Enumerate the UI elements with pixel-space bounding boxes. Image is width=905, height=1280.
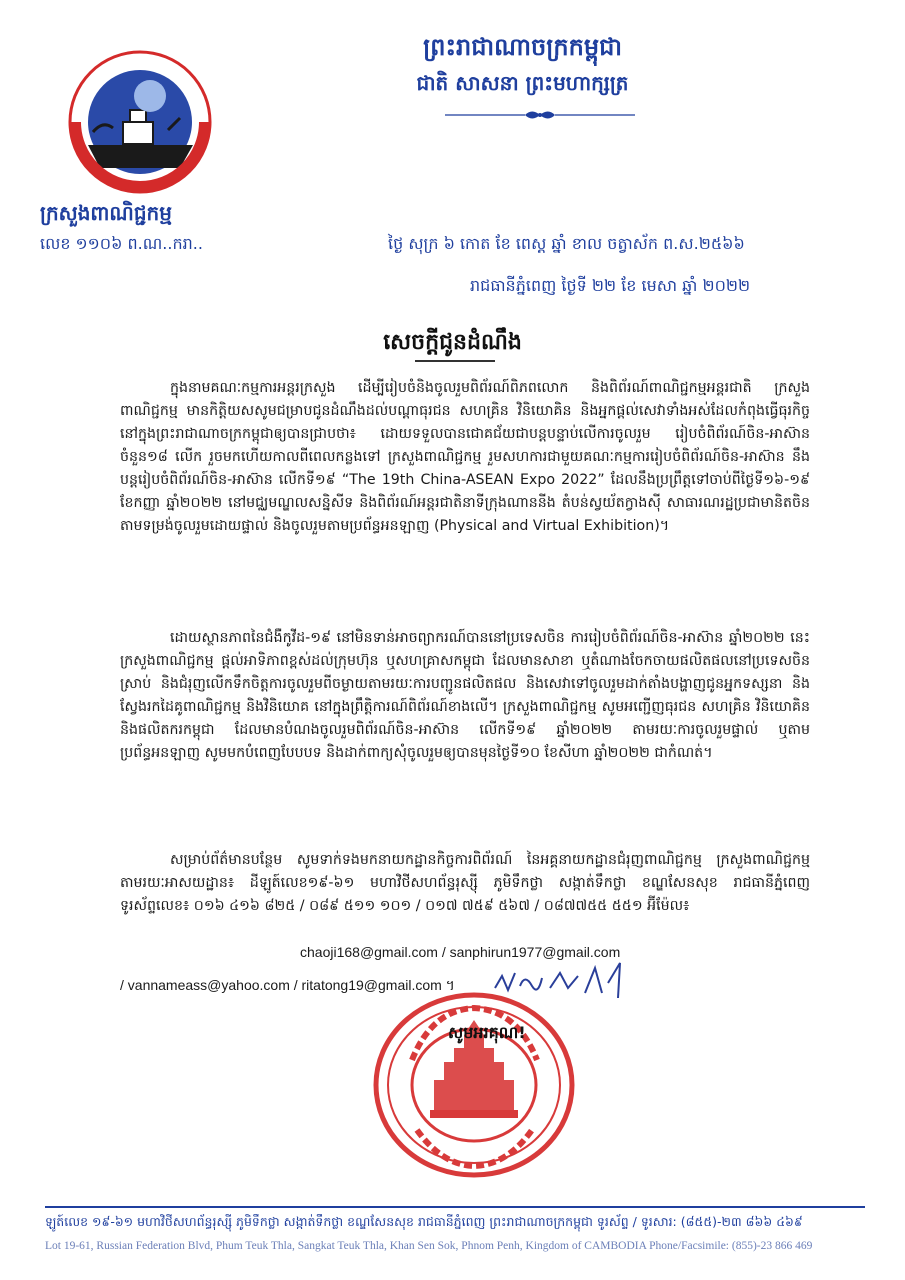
closing-thanks: សូមអរគុណ! <box>448 1023 526 1042</box>
contact-emails-2: / vannameass@yahoo.com / ritatong19@gmail.com ។ <box>120 977 455 993</box>
contact-emails-1: chaoji168@gmail.com / sanphirun1977@gmail.com <box>300 944 621 960</box>
official-seal-icon <box>372 990 577 1180</box>
solar-date: រាជធានីភ្នំពេញ ថ្ងៃទី ២២ ខែ មេសា ឆ្នាំ ២០២២ <box>470 276 751 295</box>
kingdom-heading: ព្រះរាជាណាចក្រកម្ពុជា <box>423 33 622 61</box>
footer-divider <box>45 1206 865 1208</box>
ornament-divider-icon <box>440 108 640 122</box>
body-paragraph-2 <box>120 627 810 765</box>
title-underline <box>415 360 495 362</box>
ministry-name: ក្រសួងពាណិជ្ជកម្ម <box>40 201 172 225</box>
reference-number: លេខ ១១០៦ ព.ណ..ករា.. <box>40 234 203 253</box>
lunar-date: ថ្ងៃ សុក្រ ៦ កោត ខែ ពេស្ដ ឆ្នាំ ខាល ចត្វាស័ក ព.ស.២៥៦៦ <box>388 234 745 253</box>
document-title: សេចក្តីជូនដំណឹង <box>383 330 522 355</box>
national-motto: ជាតិ សាសនា ព្រះមហាក្សត្រ <box>416 71 629 95</box>
paragraph-text: ក្នុងនាមគណៈកម្មការអន្តរក្រសួង ដើម្បីរៀបចំនិងចូលរួមពិព័រណ៍ពិភពលោក និងពិព័រណ៍ពាណិជ្ជកម្មអន្តរជាតិ ក្រសួងពាណិជ្ជកម្ម មានកិត្តិយសសូមជម្រាបជូនដំណឹងដល់បណ្តាធុរជន សហគ្រិន វិនិយោគិន និងអ្នកផ្តល់សេវាទាំងអស់ដែលកំពុងធ្វើធុរកិច្ច នៅក្នុងព្រះរាជាណាចក្រកម្ពុជាឲ្យបានជ្រាបថា៖ ដោយទទួលបានជោគជ័យជាបន្តបន្ទាប់លើការចូលរួម រៀបចំពិព័រណ៍ចិន-អាស៊ាន ចំនួន១៨ លើក រួចមកហើយកាលពីពេលកន្លងទៅ ក្រសួងពាណិជ្ជកម្ម រួមសហការជាមួយគណៈកម្មការរៀបចំពិព័រណ៍ចិន-អាស៊ាន នឹងបន្តរៀបចំពិព័រណ៍ចិន-អាស៊ាន លើកទី១៩ “The 19th China-ASEAN Expo 2022” ដែលនឹងប្រព្រឹត្តទៅចាប់ពីថ្ងៃទី១៦-១៩ ខែកញ្ញា ឆ្នាំ២០២២ នៅមជ្ឈមណ្ឌលសន្និសីទ និងពិព័រណ៍អន្តរជាតិនាទីក្រុងណាននីង តំបន់ស្វយ័តក្វាងស៊ី សាធារណរដ្ឋប្រជាមានិតចិន តាមទម្រង់ចូលរួមដោយផ្ទាល់ និងចូលរួមតាមប្រព័ន្ធអនឡាញ (Physical and Virtual Exhibition)។ <box>120 380 810 534</box>
paragraph-text: ដោយស្ថានភាពនៃជំងឺកូវីដ-១៩ នៅមិនទាន់អាចព្យាករណ៍បាននៅប្រទេសចិន ការរៀបចំពិព័រណ៍ចិន-អាស៊ាន ឆ្នាំ២០២២ នេះ ក្រសួងពាណិជ្ជកម្ម ផ្តល់អាទិភាពខ្ពស់ដល់ក្រុមហ៊ុន ឬសហគ្រាសកម្ពុជា ដែលមានសាខា ឬតំណាងចែកចាយផលិតផលនៅប្រទេសចិនស្រាប់ និងជំរុញលើកទឹកចិត្តការចូលរួមពីចម្ងាយតាមរយៈការបញ្ជូនផលិតផល និងសេវាទៅចូលរួមដាក់តាំងបង្ហាញជូនអ្នកទស្សនា និងស្វែងរកដៃគូពាណិជ្ជកម្ម និងវិនិយោគ នៅក្នុងព្រឹត្តិការណ៍ពិព័រណ៍ខាងលើ។ ក្រសួងពាណិជ្ជកម្ម សូមអញ្ជើញធុរជន សហគ្រិន វិនិយោគិន និងផលិតករកម្ពុជា ដែលមានបំណងចូលរួមពិព័រណ៍ចិន-អាស៊ាន លើកទី១៩ ឆ្នាំ២០២២ តាមរយៈការចូលរួមផ្ទាល់ ឬតាមប្រព័ន្ធអនឡាញ សូមមកបំពេញបែបបទ និងដាក់ពាក្យសុំចូលរួមឲ្យបានមុនថ្ងៃទី១០ ខែសីហា ឆ្នាំ២០២២ ជាកំណត់។ <box>120 630 810 761</box>
footer-address-khmer: ឡូត៍លេខ ១៩-៦១ មហាវិថីសហព័ន្ធរុស្ស៊ី ភូមិទឹកថ្លា សង្កាត់ទឹកថ្លា ខណ្ឌសែនសុខ រាជធានីភ្នំពេញ ព្រះរាជាណាចក្រកម្ពុជា ទូរស័ព្ទ / ទូរសារ: (៨៥៥)-២៣ ៨៦៦ ៤៦៩ <box>45 1214 803 1229</box>
paragraph-text: សម្រាប់ព័ត៌មានបន្ថែម សូមទាក់ទងមកនាយកដ្ឋានកិច្ចការពិព័រណ៍ នៃអគ្គនាយកដ្ឋានជំរុញពាណិជ្ជកម្ម ក្រសួងពាណិជ្ជកម្ម តាមរយៈអាសយដ្ឋាន៖ ដីឡូត៍លេខ១៩-៦១ មហាវិថីសហព័ន្ធរុស្ស៊ី ភូមិទឹកថ្លា សង្កាត់ទឹកថ្លា ខណ្ឌសែនសុខ រាជធានីភ្នំពេញ ទូរស័ព្ទលេខ៖ ០១៦ ៤១៦ ៨២៥ / ០៨៩ ៥១១ ១០១ / ០១៧ ៧៥៩ ៥៦៧ / ០៨៧៧៥៥ ៥៥១ អ៊ីម៉ែល៖ <box>120 852 810 914</box>
body-paragraph-3 <box>120 849 810 918</box>
footer-address-english: Lot 19-61, Russian Federation Blvd, Phum Teuk Thla, Sangkat Teuk Thla, Khan Sen Sok, Phnom Penh, Kingdom of CAMBODIA Phone/Facsimile: (855)-23 866 469 <box>45 1240 813 1252</box>
body-paragraph-1 <box>120 377 810 538</box>
